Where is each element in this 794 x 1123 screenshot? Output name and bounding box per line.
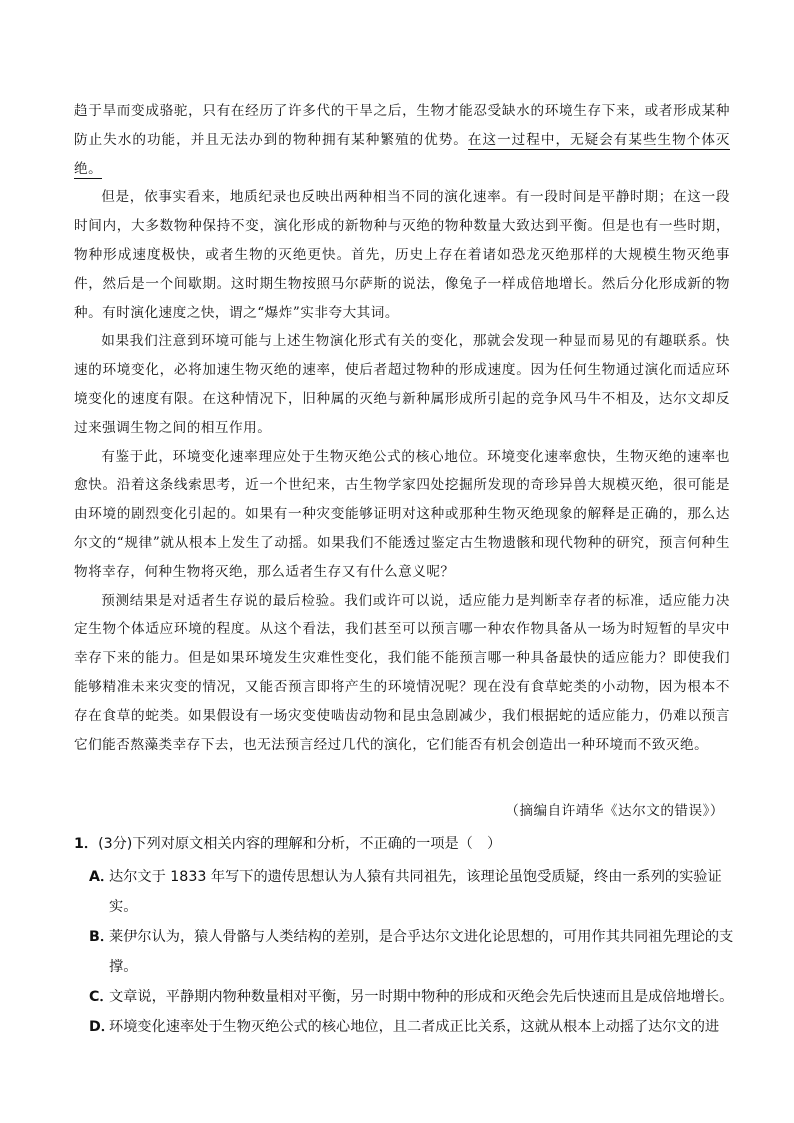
- question-stem: [74, 830, 734, 858]
- question-block: [74, 830, 734, 1042]
- passage-paragraph-1: [74, 97, 730, 183]
- option-c[interactable]: [89, 982, 734, 1012]
- passage-p1-line1: 趋于旱而变成骆驼，只有在经历了许多代的干旱之后，生物才能忍受缺水的环境生存下来，或者形成某种: [74, 103, 730, 119]
- passage-paragraph-3: 如果我们注意到环境可能与上述生物演化形式有关的变化，那就会发现一种显而易见的有趣联系。快速的环境变化，必将加速生物灭绝的速率，使后者超过物种的形成速度。因为任何生物通过演化而适应环境变化的速度有限。在这种情况下，旧种属的灭绝与新种属形成所引起的竞争风马牛不相及，达尔文却反过来强调生物之间的相互作用。: [74, 333, 730, 436]
- question-number: 1．: [74, 836, 99, 852]
- passage-paragraph-5: 预测结果是对适者生存说的最后检验。我们或许可以说，适应能力是判断幸存者的标准，适应能力决定生物个体适应环境的程度。从这个看法，我们甚至可以预言哪一种农作物具备从一场为时短暂的旱灾中幸存下来的能力。但是如果环境发生灾难性变化，我们能不能预言哪一种具备最快的适应能力？即使我们能够精准未来灾变的情况，又能否预言即将产生的环境情况呢？现在没有食草蛇类的小动物，因为根本不存在食草的蛇类。如果假设有一场灾变使啮齿动物和昆虫急剧减少，我们根据蛇的适应能力，仍难以预言它们能否熬藻类幸存下去，也无法预言经过几代的演化，它们能否有机会创造出一种环境而不致灭绝。: [74, 592, 730, 753]
- passage-source: （摘编自许靖华《达尔文的错误》）: [505, 803, 724, 819]
- question-text: 下列对原文相关内容的理解和分析，不正确的一项是（ ）: [132, 836, 502, 852]
- passage-p1-line2: 防止失水的功能，并且无法办到的物种拥有某种繁殖的优势。: [74, 131, 468, 148]
- passage-paragraph-2: 但是，依事实看来，地质纪录也反映出两种相当不同的演化速率。有一段时间是平静时期；在这一段时间内，大多数物种保持不变，演化形成的新物种与灭绝的物种数量大致达到平衡。但是也有一些时期，物种形成速度极快，或者生物的灭绝更快。首先，历史上存在着诸如恐龙灭绝那样的大规模生物灭绝事件，然后是一个间歇期。这时期生物按照马尔萨斯的说法，像兔子一样成倍地增长。然后分化形成新的物种。有时演化速度之快，谓之“爆炸”实非夸大其词。: [74, 189, 730, 321]
- option-d[interactable]: [89, 1012, 734, 1042]
- option-b-label: B．: [89, 929, 115, 945]
- option-b[interactable]: [89, 922, 734, 982]
- reading-passage: [74, 97, 730, 759]
- option-a[interactable]: [89, 862, 734, 922]
- option-b-text: 莱伊尔认为，猿人骨骼与人类结构的差别，是合乎达尔文进化论思想的，可用作其共同祖先理论的支撑。: [109, 929, 734, 975]
- option-c-label: C．: [89, 989, 114, 1005]
- option-a-label: A．: [89, 869, 115, 885]
- passage-paragraph-4: 有鉴于此，环境变化速率理应处于生物灭绝公式的核心地位。环境变化速率愈快，生物灭绝的速率也愈快。沿着这条线索思考，近一个世纪来，古生物学家四处挖掘所发现的奇珍异兽大规模灭绝，很可能是由环境的剧烈变化引起的。如果有一种灾变能够证明对这种或那种生物灭绝现象的解释是正确的，那么达尔文的“规律”就从根本上发生了动摇。如果我们不能透过鉴定古生物遗骸和现代物种的研究，预言何种生物将幸存，何种生物将灭绝，那么适者生存又有什么意义呢？: [74, 448, 730, 580]
- option-d-label: D．: [89, 1019, 115, 1035]
- underlined-sentence: 在这一过程中，无疑会有某些生物个体灭绝。: [74, 131, 731, 177]
- option-c-text: 文章说，平静期内物种数量相对平衡，另一时期中物种的形成和灭绝会先后快速而且是成倍地增长。: [109, 989, 734, 1005]
- option-a-text: 达尔文于 1833 年写下的遗传思想认为人猿有共同祖先，该理论虽饱受质疑，终由一系列的实验证实。: [109, 869, 722, 915]
- option-d-text: 环境变化速率处于生物灭绝公式的核心地位，且二者成正比关系，这就从根本上动摇了达尔文的进: [109, 1019, 720, 1035]
- question-score: (3分): [98, 836, 133, 852]
